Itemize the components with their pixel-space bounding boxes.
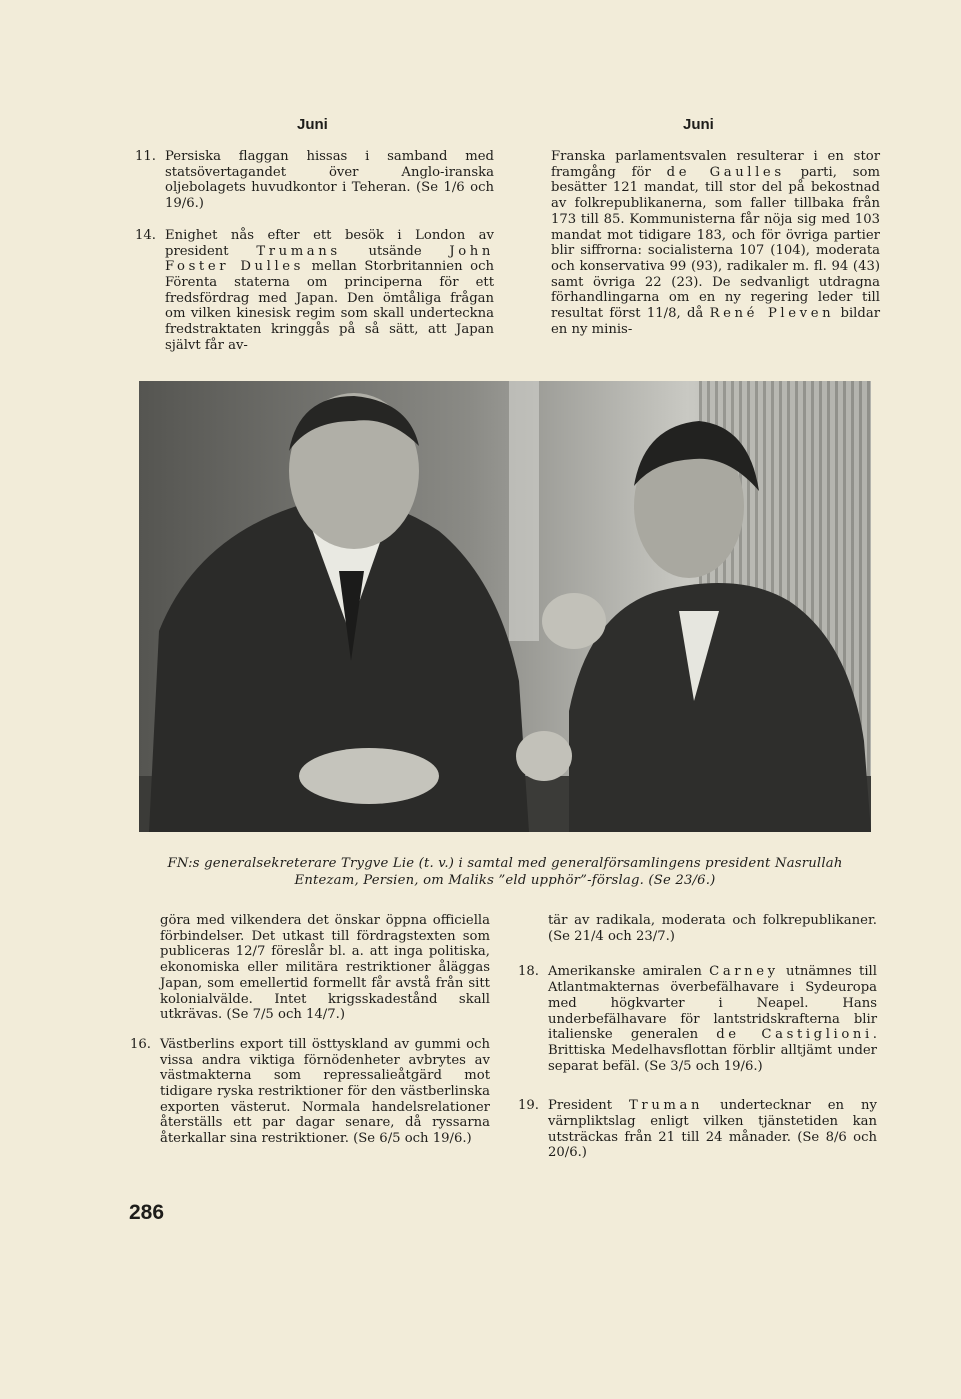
entry-text: Västberlins export till östtyskland av gummi och vissa andra viktiga förnödenheter avbrytes av västmakterna som repressalieåtgärd mot tidigare ryska restriktioner för den västberlinska exporten västerut. Normala handelsrelationer återställs ett par dagar senare, då ryssarna återkallar sina restriktioner. (Se 6/5 och 19/6.) bbox=[160, 1036, 490, 1147]
entry-number: 14. bbox=[135, 227, 156, 243]
photograph bbox=[139, 381, 871, 832]
entry-11 bbox=[135, 149, 494, 212]
entry-text-mid: utnämnes till Atlantmakternas överbefälhavare i Sydeuropa med högkvarter i Neapel. Hans underbefälhavare för lantstridskrafterna blir italienske generalen bbox=[548, 964, 877, 1043]
spaced-name-pleven: René Pleven bbox=[709, 306, 835, 322]
entry-number: 11. bbox=[135, 149, 156, 164]
entry-number: 18. bbox=[518, 964, 539, 980]
entry-text-post: undertecknar en ny värnpliktslag enligt vilken tjänstetiden kan utsträckas från 21 till 24 månader. (Se 8/6 och 20/6.) bbox=[548, 1098, 877, 1161]
text-mid: parti, som besätter 121 mandat, till stor del på bekostnad av folkrepublikanerna, som faller tillbaka från 173 till 85. Kommunisterna får nöja sig med 103 mandat mot tidigare 183, och för övriga partier blir siffrorna: socialisterna 107 (104), moderata och konservativa 99 (93), radikaler m. fl. 94 (43) samt övriga 22 (23). De sedvanligt utdragna förhandlingarna om en ny regering leder till resultat först 11/8, då bbox=[551, 164, 880, 322]
entry-text-pre: President bbox=[548, 1098, 630, 1114]
left-column-heading: Juni bbox=[297, 116, 328, 133]
bottom-right-column bbox=[518, 913, 877, 1177]
right-column-heading: Juni bbox=[683, 116, 714, 133]
entry-16 bbox=[130, 1036, 490, 1147]
spaced-name-carney: Carney bbox=[709, 964, 779, 980]
caption-line-2: Entezam, Persien, om Maliks ”eld upphör”-förslag. (Se 23/6.) bbox=[294, 872, 716, 888]
spaced-name-truman: Truman bbox=[629, 1098, 704, 1114]
entry-14 bbox=[135, 227, 494, 354]
top-right-column bbox=[551, 149, 880, 337]
entry-number: 16. bbox=[130, 1036, 151, 1052]
continued-paragraph: tär av radikala, moderata och folkrepublikaner. (Se 21/4 och 23/7.) bbox=[548, 913, 877, 944]
entry-18 bbox=[518, 964, 877, 1074]
page-number: 286 bbox=[129, 1201, 165, 1224]
spaced-name-de-gaulle: de Gaulles bbox=[666, 164, 785, 180]
entry-text-mid: utsände bbox=[340, 243, 450, 259]
text-post: bildar en ny minis- bbox=[551, 306, 881, 337]
bottom-left-column bbox=[130, 913, 490, 1163]
caption-line-1: FN:s generalsekreterare Trygve Lie (t. v.) i samtal med generalförsamlingens president Nasrullah bbox=[167, 856, 843, 871]
entry-text-post: mellan Storbritannien och Förenta staterna om principerna för ett fredsfördrag med Japan. Den ömtåliga frågan om vilken kinesisk regim som skall underteckna fredstraktaten kringgås på så sätt, att Japan självt får av- bbox=[165, 259, 494, 353]
top-left-column bbox=[135, 149, 494, 369]
spaced-name-castiglioni: de Castiglioni bbox=[716, 1027, 873, 1043]
entry-19 bbox=[518, 1098, 877, 1161]
continued-paragraph bbox=[551, 149, 880, 337]
entry-text: Persiska flaggan hissas i samband med statsövertagandet över Anglo-iranska oljebolagets huvudkontor i Teheran. (Se 1/6 och 19/6.) bbox=[165, 149, 494, 212]
entry-text-post: . Brittiska Medelhavsflottan förblir alltjämt under separat befäl. (Se 3/5 och 19/6.) bbox=[548, 1027, 877, 1074]
photograph-two-men-icon bbox=[139, 381, 871, 832]
spaced-name-truman: Trumans bbox=[256, 243, 341, 259]
entry-text-pre: Enighet nås efter ett besök i London av president bbox=[165, 227, 494, 259]
photo-caption bbox=[130, 856, 880, 889]
continued-paragraph: göra med vilkendera det önskar öppna officiella förbindelser. Det utkast till fördragstexten som publiceras 12/7 föreslår bl. a. att inga politiska, ekonomiska eller militära restriktioner åläggas Japan, som emellertid formellt får avstå från sitt kolonialvälde. Intet krigsskadestånd skall utkrävas. (Se 7/5 och 14/7.) bbox=[160, 913, 490, 1023]
spaced-name-dulles: John Foster Dulles bbox=[165, 243, 494, 275]
entry-number: 19. bbox=[518, 1098, 539, 1114]
entry-text-pre: Amerikanske amiralen bbox=[548, 964, 710, 980]
text-pre: Franska parlamentsvalen resulterar i en stor framgång för bbox=[551, 149, 880, 180]
